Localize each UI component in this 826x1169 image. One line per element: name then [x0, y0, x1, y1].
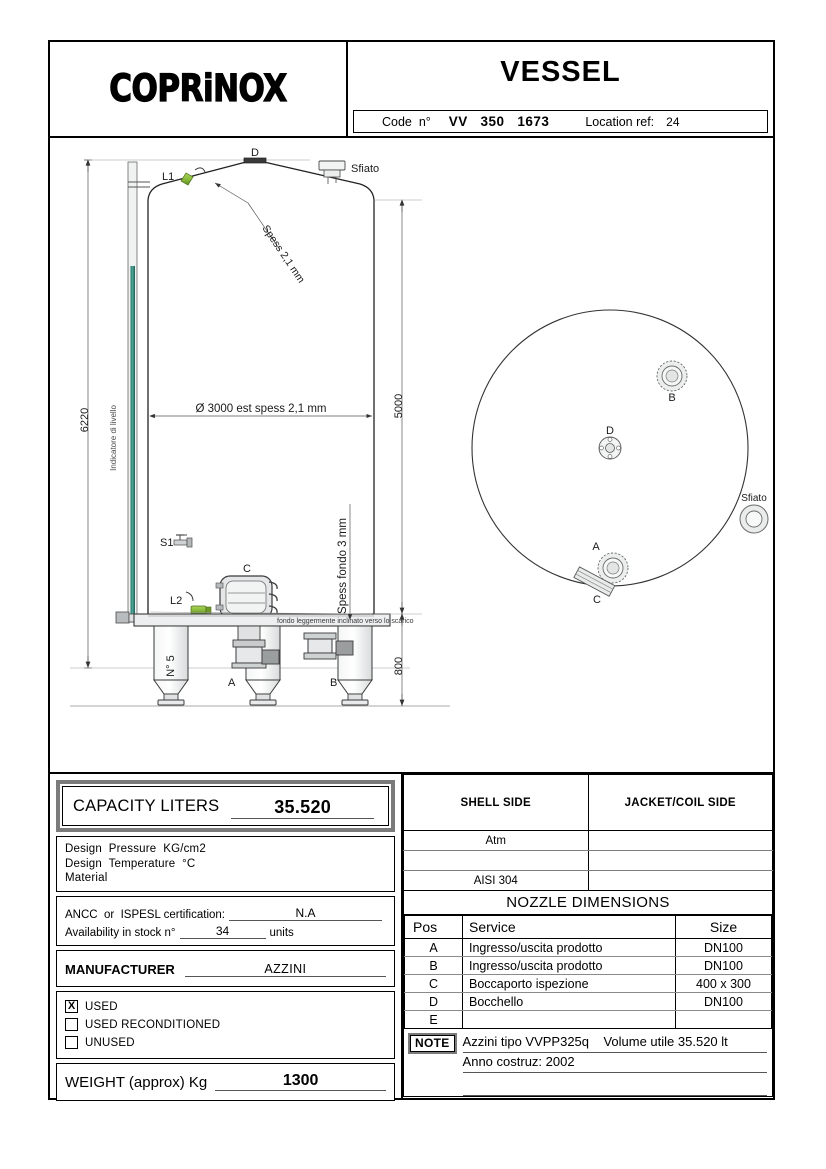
used-label: USED	[85, 1000, 118, 1013]
right-spec-column	[403, 774, 773, 1100]
unused-checkbox[interactable]	[65, 1036, 78, 1049]
nozzle-table	[404, 915, 772, 1029]
plan-nozzle-d-label: D	[606, 425, 614, 437]
drawing-sheet	[48, 40, 775, 1100]
condition-option-used-reconditioned[interactable]	[65, 1016, 394, 1034]
code-bar	[353, 110, 768, 133]
note-line-3	[463, 1081, 767, 1096]
used-reconditioned-label: USED RECONDITIONED	[85, 1018, 221, 1031]
jacket-side-header: JACKET/COIL SIDE	[588, 775, 773, 831]
nozzle-service: Ingresso/uscita prodotto	[463, 939, 676, 957]
manufacturer-value: AZZINI	[264, 961, 307, 976]
jacket-material-value	[588, 871, 773, 891]
level-indicator-label: Indicatore di livello	[109, 405, 118, 471]
nozzle-pos: A	[405, 939, 463, 957]
diameter-note: Ø 3000 est spess 2,1 mm	[195, 403, 327, 415]
plan-manway-label: C	[593, 594, 601, 606]
note-badge	[408, 1033, 457, 1054]
table-row	[404, 871, 773, 891]
nozzle-size	[676, 1011, 772, 1029]
manufacturer-label: MANUFACTURER	[65, 961, 175, 977]
design-temperature-label: Design Temperature °C	[65, 857, 196, 870]
plan-vent-label: Sfiato	[741, 493, 767, 504]
location-value: 24	[666, 114, 680, 129]
sides-table	[403, 774, 773, 891]
table-row	[405, 975, 772, 993]
condition-box	[56, 991, 395, 1059]
nozzle-pos: B	[405, 957, 463, 975]
note-line-1: Azzini tipo VVPP325q Volume utile 35.520 lt	[463, 1033, 767, 1053]
elevation-vent-label: Sfiato	[351, 163, 380, 175]
jacket-temperature-value	[588, 851, 773, 871]
elevation-nozzle-a-label: A	[228, 677, 236, 689]
unused-label: UNUSED	[85, 1036, 135, 1049]
table-row	[404, 851, 773, 871]
table-row	[405, 993, 772, 1011]
logo-cell	[50, 42, 348, 136]
nozzle-service: Boccaporto ispezione	[463, 975, 676, 993]
bottom-thickness-note: Spess fondo 3 mm	[337, 518, 349, 614]
table-row	[405, 957, 772, 975]
page-title: VESSEL	[500, 56, 621, 88]
note-line-2: Anno costruz: 2002	[463, 1053, 767, 1073]
elevation-nozzle-b-label: B	[330, 677, 338, 689]
stock-row	[65, 921, 386, 939]
bottom-slope-note: fondo leggermente inclinato verso lo scarico	[277, 618, 414, 625]
material-label: Material	[65, 872, 108, 884]
dim-shell-height: 5000	[393, 393, 405, 419]
nozzle-size: DN100	[676, 957, 772, 975]
weight-box	[56, 1063, 395, 1101]
location-label: Location ref:	[585, 114, 655, 129]
ancc-value: N.A	[295, 905, 316, 920]
nozzle-service: Bocchello	[463, 993, 676, 1011]
used-checkbox[interactable]: X	[65, 1000, 78, 1013]
nozzle-size: DN100	[676, 993, 772, 1011]
title-cell	[348, 42, 773, 136]
nozzle-pos: C	[405, 975, 463, 993]
shell-material-value: AISI 304	[404, 871, 589, 891]
condition-option-used[interactable]	[65, 998, 394, 1016]
coprinox-logo: COPRiNOX	[109, 67, 287, 111]
table-row	[405, 1011, 772, 1029]
nozzle-service	[463, 1011, 676, 1029]
left-spec-column	[50, 774, 403, 1100]
elevation-manway-label: C	[243, 563, 251, 575]
plan-nozzle-a-label: A	[592, 541, 600, 553]
nozzle-col-pos: Pos	[405, 916, 463, 939]
code-value: VV 350 1673	[448, 114, 550, 129]
design-conditions-box	[56, 836, 395, 892]
dim-leg-height: 800	[393, 656, 405, 676]
note-area	[404, 1029, 772, 1096]
manufacturer-box	[56, 950, 395, 987]
nozzle-service: Ingresso/uscita prodotto	[463, 957, 676, 975]
capacity-label: CAPACITY LITERS	[73, 796, 220, 815]
nozzle-dimensions-block	[403, 891, 773, 1097]
table-row	[405, 939, 772, 957]
code-label: Code n°	[382, 114, 431, 129]
nozzle-pos: D	[405, 993, 463, 1011]
ancc-label: ANCC or ISPESL certification:	[65, 908, 225, 921]
nozzle-pos: E	[405, 1011, 463, 1029]
nozzle-header-row	[405, 916, 772, 939]
sides-header-row	[404, 775, 773, 831]
nozzle-size: 400 x 300	[676, 975, 772, 993]
vessel-drawing-svg	[50, 138, 773, 772]
weight-label: WEIGHT (approx) Kg	[65, 1073, 208, 1091]
stock-units-label: units	[269, 926, 294, 939]
capacity-value: 35.520	[274, 796, 332, 817]
drain-label: L2	[170, 595, 183, 607]
nozzle-col-size: Size	[676, 916, 772, 939]
design-pressure-label: Design Pressure KG/cm2	[65, 843, 206, 855]
shell-temperature-value	[404, 851, 589, 871]
used-reconditioned-checkbox[interactable]	[65, 1018, 78, 1031]
nozzle-size: DN100	[676, 939, 772, 957]
nozzle-col-service: Service	[463, 916, 676, 939]
elevation-l1-label: L1	[162, 171, 175, 183]
sheet-header	[50, 42, 773, 138]
capacity-box	[56, 780, 395, 832]
technical-drawing-area	[50, 138, 773, 774]
stock-label: Availability in stock n°	[65, 926, 176, 939]
sample-point-label: S1	[160, 537, 174, 549]
specification-block	[50, 774, 773, 1100]
note-badge-label: NOTE	[410, 1035, 455, 1052]
shell-thickness-note: Spess 2,1 mm	[259, 222, 307, 286]
plan-nozzle-b-label: B	[668, 392, 676, 404]
nozzle-dimensions-title: NOZZLE DIMENSIONS	[404, 891, 772, 915]
certification-box	[56, 896, 395, 946]
condition-option-unused[interactable]	[65, 1034, 394, 1052]
legs-count-label: N° 5	[165, 655, 177, 677]
elevation-nozzle-d-label: D	[251, 147, 259, 159]
shell-side-header: SHELL SIDE	[404, 775, 589, 831]
dim-total-height: 6220	[79, 407, 91, 433]
certification-row	[65, 903, 386, 921]
shell-pressure-value: Atm	[404, 831, 589, 851]
stock-value: 34	[215, 923, 230, 938]
jacket-pressure-value	[588, 831, 773, 851]
table-row	[404, 831, 773, 851]
weight-value: 1300	[282, 1071, 319, 1089]
